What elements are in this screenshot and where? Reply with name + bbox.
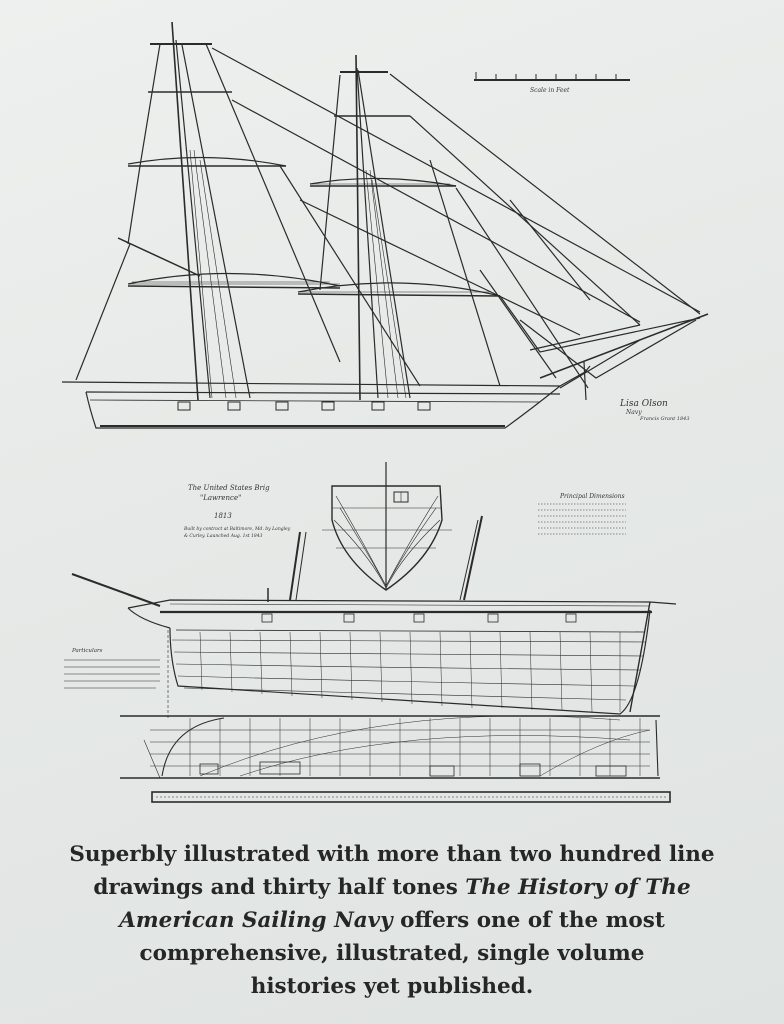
caption-text-1: Superbly illustrated with more than two hundred line xyxy=(69,842,715,867)
principal-dimensions-table xyxy=(538,493,626,534)
caption-line-3 xyxy=(30,904,754,937)
caption-text-3: offers one of the most xyxy=(392,908,665,933)
caption-text-4: comprehensive, illustrated, single volume xyxy=(139,941,645,966)
ship-title-line1: The United States Brig xyxy=(188,484,270,492)
dimensions-heading: Principal Dimensions xyxy=(560,493,625,500)
signature-line2: Navy xyxy=(626,409,642,416)
book-title-part-1: The History of The xyxy=(465,875,691,900)
scale-label: Scale in Feet xyxy=(530,87,570,94)
ship-title-line2: "Lawrence" xyxy=(200,494,242,502)
hull-profile-drawing xyxy=(72,516,676,720)
ship-note-line2: & Curley. Launched Aug. 1st 1843 xyxy=(184,534,263,539)
caption-line-2 xyxy=(30,871,754,904)
sail-plan-drawing xyxy=(62,22,708,428)
caption-line-5 xyxy=(30,970,754,1003)
signature-line3: Francis Grant 1843 xyxy=(640,416,690,422)
ship-title-block xyxy=(183,484,291,539)
signature-name: Lisa Olson xyxy=(620,399,668,409)
plan-view-drawing xyxy=(120,716,660,778)
blurb-caption xyxy=(30,838,754,1003)
scale-bar xyxy=(474,72,630,94)
caption-text-2: drawings and thirty half tones xyxy=(93,875,466,900)
particulars-heading: Particulars xyxy=(72,648,103,654)
ship-note-line1: Built by contract at Baltimore, Md. by Langley xyxy=(184,527,291,532)
book-title-part-2: American Sailing Navy xyxy=(119,908,393,933)
keel-bar xyxy=(152,792,670,802)
caption-line-4 xyxy=(30,937,754,970)
caption-line-1 xyxy=(30,838,754,871)
body-plan-section xyxy=(322,462,452,590)
particulars-note xyxy=(64,648,160,688)
ship-title-line3: 1813 xyxy=(214,512,232,520)
artist-signature xyxy=(619,399,690,422)
caption-text-5: histories yet published. xyxy=(250,974,534,999)
